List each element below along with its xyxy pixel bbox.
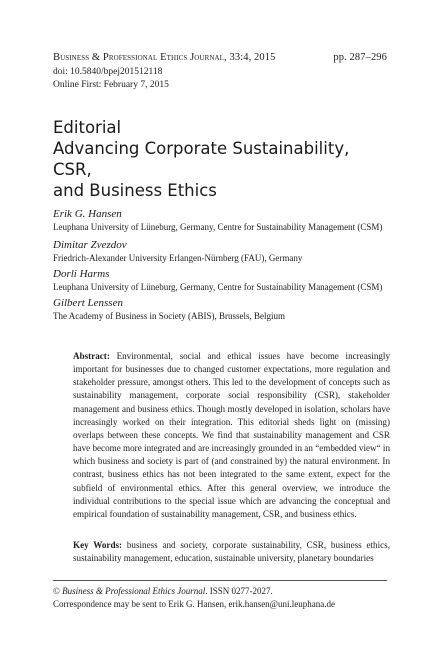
copyright-symbol: © [53,586,63,596]
online-first-date: Online First: February 7, 2015 [53,80,169,90]
title-line-2: Advancing Corporate Sustainability, CSR, [53,139,350,179]
footer-journal-name: Business & Professional Ethics Journal [62,586,206,596]
keywords-label: Key Words: [73,540,123,550]
journal-citation: Business & Professional Ethics Journal, 33:4, 2015 [53,52,276,63]
author-affiliation: The Academy of Business in Society (ABIS), Brussels, Belgium [53,311,285,321]
abstract [73,350,390,521]
keywords-text: business and society, corporate sustainability, CSR, business ethics, sustainability management, education, sustainable university, planetary boundaries [73,540,390,564]
abstract-text: Environmental, social and ethical issues have become increasingly important for businesses due to changed customer expectations, more regulation and stakeholder pressure, amongst others. This led to the development of concepts such as sustainability management, corporate social responsibility (CSR), stakeholder management and business ethics. Though mostly developed in isolation, scholars have increasingly worked on their integration. This editorial sheds light on (missing) overlaps between these concepts. We find that sustainability management and CSR have become more integrated and are increasingly grounded in an “embedded view“ in which business and society is part of (and constrained by) the natural environment. In contrast, business ethics has not been integrated to the same extent, expect for the subfield of environmental ethics. After this general overview, we introduce the individual contributions to the special issue which are advancing the conceptual and empirical foundation of sustainability management, CSR, and business ethics. [73,351,390,519]
keywords [73,539,390,565]
author-name: Gilbert Lenssen [53,297,123,309]
author-affiliation: Friedrich-Alexander University Erlangen-Nürnberg (FAU), Germany [53,253,303,263]
page-range: pp. 287–296 [333,52,387,63]
title-line-1: Editorial [53,118,122,137]
author-name: Dorli Harms [53,268,110,280]
author-name: Dimitar Zvezdov [53,239,127,251]
abstract-label: Abstract: [73,351,110,361]
doi: doi: 10.5840/bpej201512118 [53,67,163,77]
title-line-3: and Business Ethics [53,181,217,200]
article-title [53,117,393,201]
author-affiliation: Leuphana University of Lüneburg, Germany, Centre for Sustainability Management (CSM) [53,222,383,232]
author-name: Erik G. Hansen [53,208,122,220]
author-affiliation: Leuphana University of Lüneburg, Germany, Centre for Sustainability Management (CSM) [53,282,383,292]
journal-header [53,52,387,63]
correspondence-line: Correspondence may be sent to Erik G. Hansen, erik.hansen@uni.leuphana.de [53,599,335,609]
copyright-line [53,586,273,596]
issn: . ISSN 0277-2027. [205,586,273,596]
footnote-divider [53,580,387,581]
